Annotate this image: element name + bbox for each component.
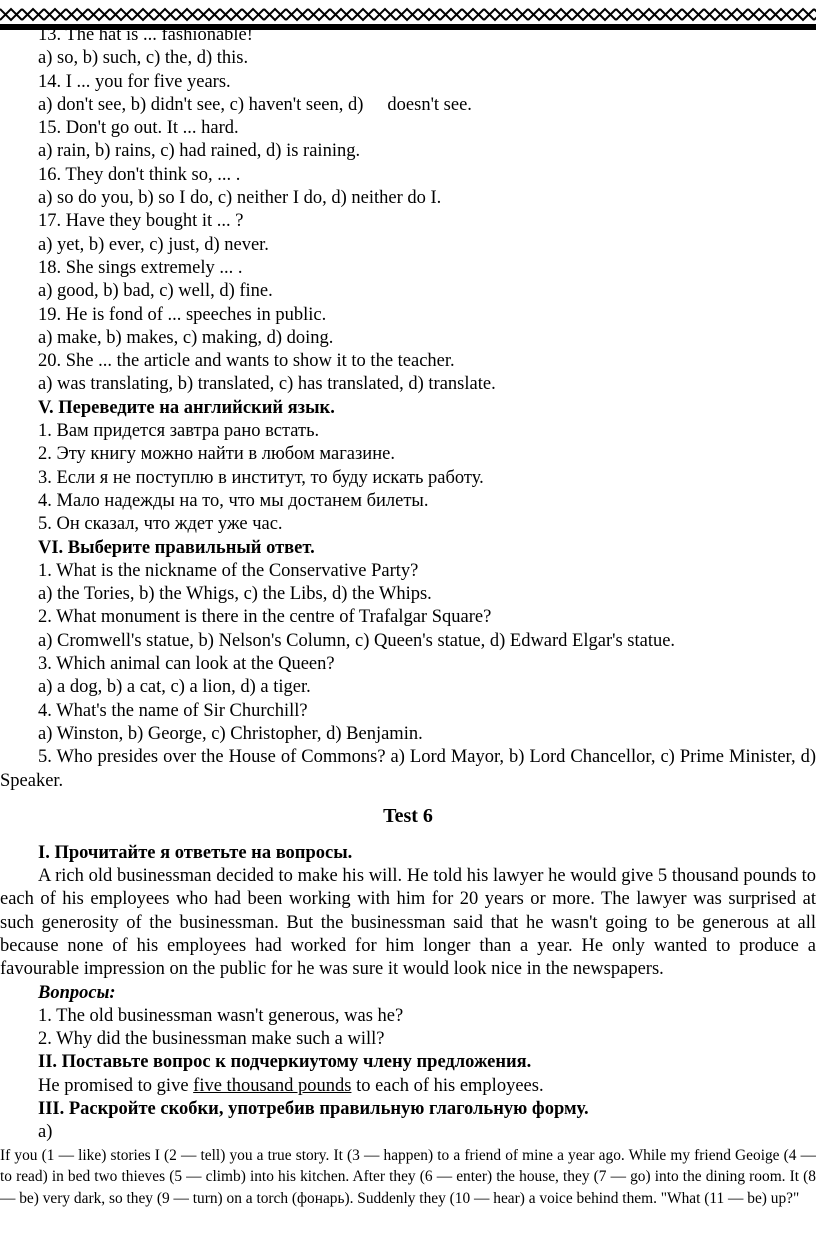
quiz-answer-3: a) a dog, b) a cat, c) a lion, d) a tiger. <box>38 677 311 698</box>
test-6-section-i-heading: I. Прочитайте я ответьте на вопросы. <box>38 842 353 863</box>
question-13: 13. The hat is ... fashionable! <box>38 25 253 45</box>
quiz-question-3: 3. Which animal can look at the Queen? <box>38 654 335 675</box>
translate-item-5: 5. Он сказал, что ждет уже час. <box>38 514 283 535</box>
quiz-answer-2: a) Cromwell's statue, b) Nelson's Column, c) Queen's statue, d) Edward Elgar's statue. <box>38 630 676 651</box>
sentence-end: to each of his employees. <box>351 1075 544 1096</box>
grammar-questions <box>0 24 816 397</box>
document-page <box>0 24 816 1209</box>
questions-label: Вопросы: <box>38 982 116 1003</box>
test-6-section-ii-heading: II. Поставьте вопрос к подчеркиутому члену предложения. <box>38 1052 532 1073</box>
underlined-sentence <box>0 1075 816 1098</box>
quiz-question-2: 2. What monument is there in the centre of Trafalgar Square? <box>38 607 492 628</box>
verb-forms-text: If you (1 — like) stories I (2 — tell) you a true story. It (3 — happen) to a friend of mine a year ago. While my friend Geoige (4 — to read) in bed two thieves (5 — climb) into his kitchen. After they (6 — enter) the house, they (7 — go) into the dining room. It (8 — be) very dark, so they (9 — turn) on a torch (фонарь). Suddenly they (10 — hear) a voice behind them. "What (11 — be) up?" <box>0 1146 816 1207</box>
quiz-question-1: 1. What is the nickname of the Conservative Party? <box>38 560 419 581</box>
test-6-section-iii <box>0 1098 816 1209</box>
test-6-title: Test 6 <box>383 804 433 827</box>
answer-13: a) so, b) such, c) the, d) this. <box>38 48 249 69</box>
quiz-answer-4: a) Winston, b) George, c) Christopher, d) Benjamin. <box>38 723 423 744</box>
answer-17: a) yet, b) ever, c) just, d) never. <box>38 234 269 255</box>
answer-18: a) good, b) bad, c) well, d) fine. <box>38 281 273 302</box>
answer-14 <box>0 94 816 117</box>
answer-14-part1: a) don't see, b) didn't see, c) haven't seen, d) <box>38 94 364 115</box>
test-6-section-ii <box>0 1051 816 1098</box>
translate-item-2: 2. Эту книгу можно найти в любом магазине. <box>38 444 395 465</box>
question-18: 18. She sings extremely ... . <box>38 257 243 278</box>
reading-question-1: 1. The old businessman wasn't generous, was he? <box>38 1005 404 1026</box>
translate-item-4: 4. Мало надежды на то, что мы достанем билеты. <box>38 490 429 511</box>
translate-item-3: 3. Если я не поступлю в институт, то буду искать работу. <box>38 467 484 488</box>
question-15: 15. Don't go out. It ... hard. <box>38 118 239 139</box>
answer-15: a) rain, b) rains, c) had rained, d) is raining. <box>38 141 361 162</box>
test-6-section-iii-heading: III. Раскройте скобки, употребив правильную глагольную форму. <box>38 1099 589 1120</box>
quiz-answer-1: a) the Tories, b) the Whigs, c) the Libs, d) the Whips. <box>38 584 432 605</box>
answer-20: a) was translating, b) translated, c) has translated, d) translate. <box>38 374 496 395</box>
answer-14-part2: doesn't see. <box>387 94 472 115</box>
question-19: 19. He is fond of ... speeches in public. <box>38 304 327 325</box>
section-vi-heading: VI. Выберите правильный ответ. <box>38 537 315 558</box>
section-v <box>0 397 816 537</box>
answer-19: a) make, b) makes, c) making, d) doing. <box>38 327 334 348</box>
quiz-question-5: 5. Who presides over the House of Commons? a) Lord Mayor, b) Lord Chancellor, c) Prime Minister, d) Speaker. <box>0 747 816 791</box>
question-20: 20. She ... the article and wants to show it to the teacher. <box>38 351 455 372</box>
reading-text: A rich old businessman decided to make his will. He told his lawyer he would give 5 thousand pounds to each of his employees who had been working with him for 20 years or more. The lawyer was surprised at such generosity of the businessman. But the businessman said that he wasn't going to be generous at all because none of his employees had worked for him longer than a year. He only wanted to produce a favourable impression on the public for he was sure it would look nice in the newspapers. <box>0 866 816 980</box>
answer-16: a) so do you, b) so I do, c) neither I do, d) neither do I. <box>38 188 442 209</box>
quiz-question-4: 4. What's the name of Sir Churchill? <box>38 700 308 721</box>
question-14: 14. I ... you for five years. <box>38 71 231 92</box>
question-16: 16. They don't think so, ... . <box>38 164 241 185</box>
question-17: 17. Have they bought it ... ? <box>38 211 244 232</box>
part-a-label: a) <box>38 1122 53 1143</box>
reading-question-2: 2. Why did the businessman make such a will? <box>38 1029 385 1050</box>
test-6-section-i <box>0 842 816 1052</box>
section-vi <box>0 537 816 793</box>
section-v-heading: V. Переведите на английский язык. <box>38 397 335 418</box>
sentence-start: He promised to give <box>38 1075 194 1096</box>
translate-item-1: 1. Вам придется завтра рано встать. <box>38 421 320 442</box>
underlined-phrase: five thousand pounds <box>193 1075 352 1096</box>
